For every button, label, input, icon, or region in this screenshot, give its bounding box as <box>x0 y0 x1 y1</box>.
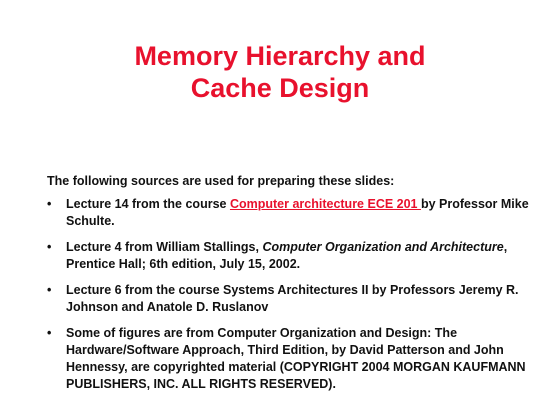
source-1-post: by Professor Mike Schulte. <box>66 197 529 228</box>
title-line-1: Memory Hierarchy and <box>134 41 426 71</box>
source-item-2 <box>47 239 533 273</box>
book-title: Computer Organization and Architecture <box>262 240 504 254</box>
bullet-icon: • <box>47 326 52 340</box>
source-item-3 <box>47 282 533 316</box>
source-item-1 <box>47 196 533 230</box>
source-2-post: , Prentice Hall; 6th edition, July 15, 2002. <box>66 240 508 271</box>
bullet-icon: • <box>47 197 52 211</box>
bullet-icon: • <box>47 240 52 254</box>
title-line-2: Cache Design <box>190 73 370 103</box>
sources-intro: The following sources are used for preparing these slides: <box>47 174 395 188</box>
source-4-text: Some of figures are from Computer Organization and Design: The Hardware/Software Approach, Third Edition, by David Patterson and John Hennessy, are copyrighted material (COPYRIGHT 2004 MORGAN KAUFMANN PUBLISHERS, INC. ALL RIGHTS RESERVED). <box>66 326 526 391</box>
source-item-4 <box>47 325 533 393</box>
source-3-text: Lecture 6 from the course Systems Architectures II by Professors Jeremy R. Johnson and Anatole D. Ruslanov <box>66 283 519 314</box>
source-1-pre: Lecture 14 from the course <box>66 197 230 211</box>
slide-title <box>0 40 560 104</box>
source-2-pre: Lecture 4 from William Stallings, <box>66 240 263 254</box>
sources-list <box>47 196 533 402</box>
course-link[interactable]: Computer architecture ECE 201 <box>229 197 421 211</box>
bullet-icon: • <box>47 283 52 297</box>
